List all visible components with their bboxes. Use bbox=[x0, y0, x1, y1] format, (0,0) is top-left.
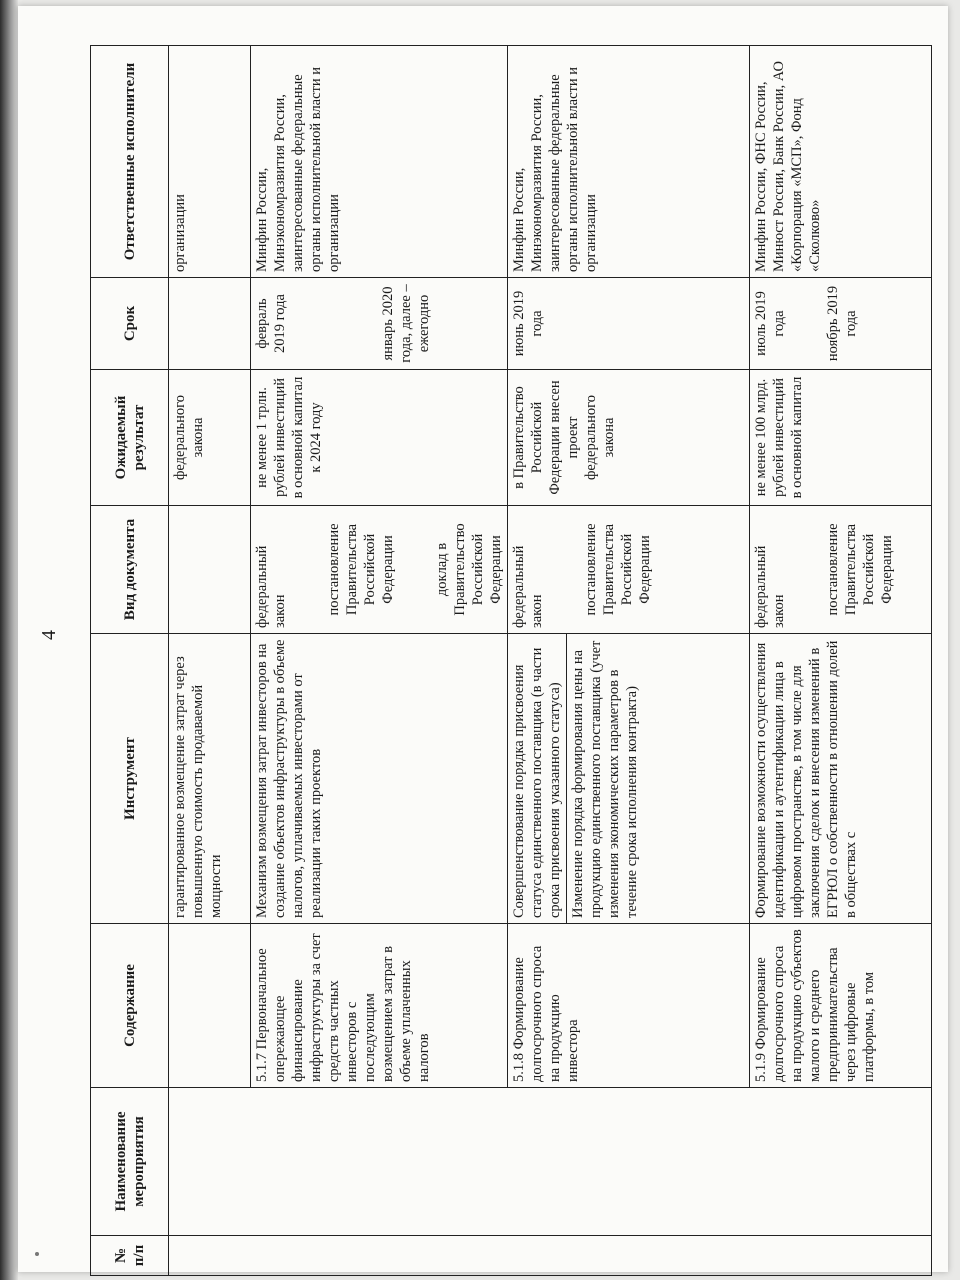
term-item: январь 2020 года, далее – ежегодно bbox=[380, 284, 432, 363]
cell-term: июнь 2019 года bbox=[508, 278, 750, 370]
cell-content: 5.1.8 Формирование долгосрочного спроса на продукцию инвестора bbox=[508, 924, 750, 1088]
header-result: Ожидаемый результат bbox=[91, 370, 169, 506]
header-doc-type: Вид документа bbox=[91, 506, 169, 634]
cell-term bbox=[251, 278, 508, 370]
cell-term bbox=[169, 278, 251, 370]
scan-speck bbox=[35, 1252, 39, 1256]
cell-name bbox=[169, 1088, 932, 1236]
term-item: июль 2019 года bbox=[753, 291, 787, 356]
cell-doc-type bbox=[251, 506, 508, 634]
table-header-row bbox=[91, 46, 169, 1276]
header-instrument: Инструмент bbox=[91, 634, 169, 924]
header-name: Наименование мероприятия bbox=[91, 1088, 169, 1236]
cell-result: не менее 1 трлн. рублей инвестиций в основной капитал к 2024 году bbox=[251, 370, 508, 506]
scan-edge-shadow bbox=[0, 0, 18, 1280]
doc-type-item: постановление Правительства Российской Федерации bbox=[326, 523, 396, 616]
header-term: Срок bbox=[91, 278, 169, 370]
doc-type-item: доклад в Правительство Российской Федерации bbox=[434, 523, 504, 616]
cell-instrument: гарантированное возмещение затрат через повышенную стоимость продаваемой мощности bbox=[169, 634, 251, 924]
header-content: Содержание bbox=[91, 924, 169, 1088]
doc-type-item: федеральный закон bbox=[254, 545, 288, 628]
doc-type-item: постановление Правительства Российской Федерации bbox=[583, 523, 653, 616]
cell-instrument bbox=[508, 634, 750, 924]
cell-doc-type bbox=[169, 506, 251, 634]
cell-content: 5.1.9 Формирование долгосрочного спроса на продукцию субъектов малого и среднего предпринимательства через цифровые платформы, в том bbox=[750, 924, 932, 1088]
cell-content: 5.1.7 Первоначальное опережающее финансирование инфраструктуры за счет средств частных инвесторов с последующим возмещением затрат в объеме уплаченных налогов bbox=[251, 924, 508, 1088]
rotated-table-container bbox=[90, 46, 910, 1276]
header-num: № п/п bbox=[91, 1236, 169, 1276]
cell-doc-type bbox=[508, 506, 750, 634]
cell-result: в Правительство Российской Федерации внесен проект федерального закона bbox=[508, 370, 750, 506]
table-row bbox=[169, 46, 251, 1276]
header-executors: Ответственные исполнители bbox=[91, 46, 169, 278]
term-item: февраль 2019 года bbox=[254, 294, 288, 353]
instrument-item: Изменение порядка формирования цены на продукцию единственного поставщика (учет изменения экономических параметров в течение срока исполнения контракта) bbox=[570, 640, 640, 918]
cell-doc-type bbox=[750, 506, 932, 634]
cell-executors: Минфин России, Минэкономразвития России, заинтересованные федеральные органы исполнительной власти и организации bbox=[508, 46, 750, 278]
doc-type-item: федеральный закон bbox=[511, 545, 545, 628]
cell-instrument: Формирование возможности осуществления идентификации и аутентификации лица в цифровом пространстве, в том числе для заключения сделок и внесения изменений в ЕГРЮЛ о собственности в отношении долей в обществах с bbox=[750, 634, 932, 924]
doc-type-item: федеральный закон bbox=[753, 545, 787, 628]
cell-content bbox=[169, 924, 251, 1088]
cell-result: не менее 100 млрд. рублей инвестиций в основной капитал bbox=[750, 370, 932, 506]
term-item: ноябрь 2019 года bbox=[825, 285, 859, 362]
instrument-item: Совершенствование порядка присвоения статуса единственного поставщика (в части срока присвоения указанного статуса) bbox=[510, 634, 567, 923]
page-number: 4 bbox=[38, 630, 60, 640]
cell-result: федерального закона bbox=[169, 370, 251, 506]
cell-executors: организации bbox=[169, 46, 251, 278]
cell-term bbox=[750, 278, 932, 370]
cell-executors: Минфин России, ФНС России, Минюст России, Банк России, АО «Корпорация «МСП», Фонд «Сколково» bbox=[750, 46, 932, 278]
doc-type-item: постановление Правительства Российской Федерации bbox=[825, 523, 895, 616]
cell-executors: Минфин России, Минэкономразвития России, заинтересованные федеральные органы исполнительной власти и организации bbox=[251, 46, 508, 278]
cell-num bbox=[169, 1236, 932, 1276]
cell-instrument: Механизм возмещения затрат инвесторов на создание объектов инфраструктуры в объеме налогов, уплачиваемых инвесторами от реализации таких проектов bbox=[251, 634, 508, 924]
measures-table bbox=[90, 45, 932, 1276]
